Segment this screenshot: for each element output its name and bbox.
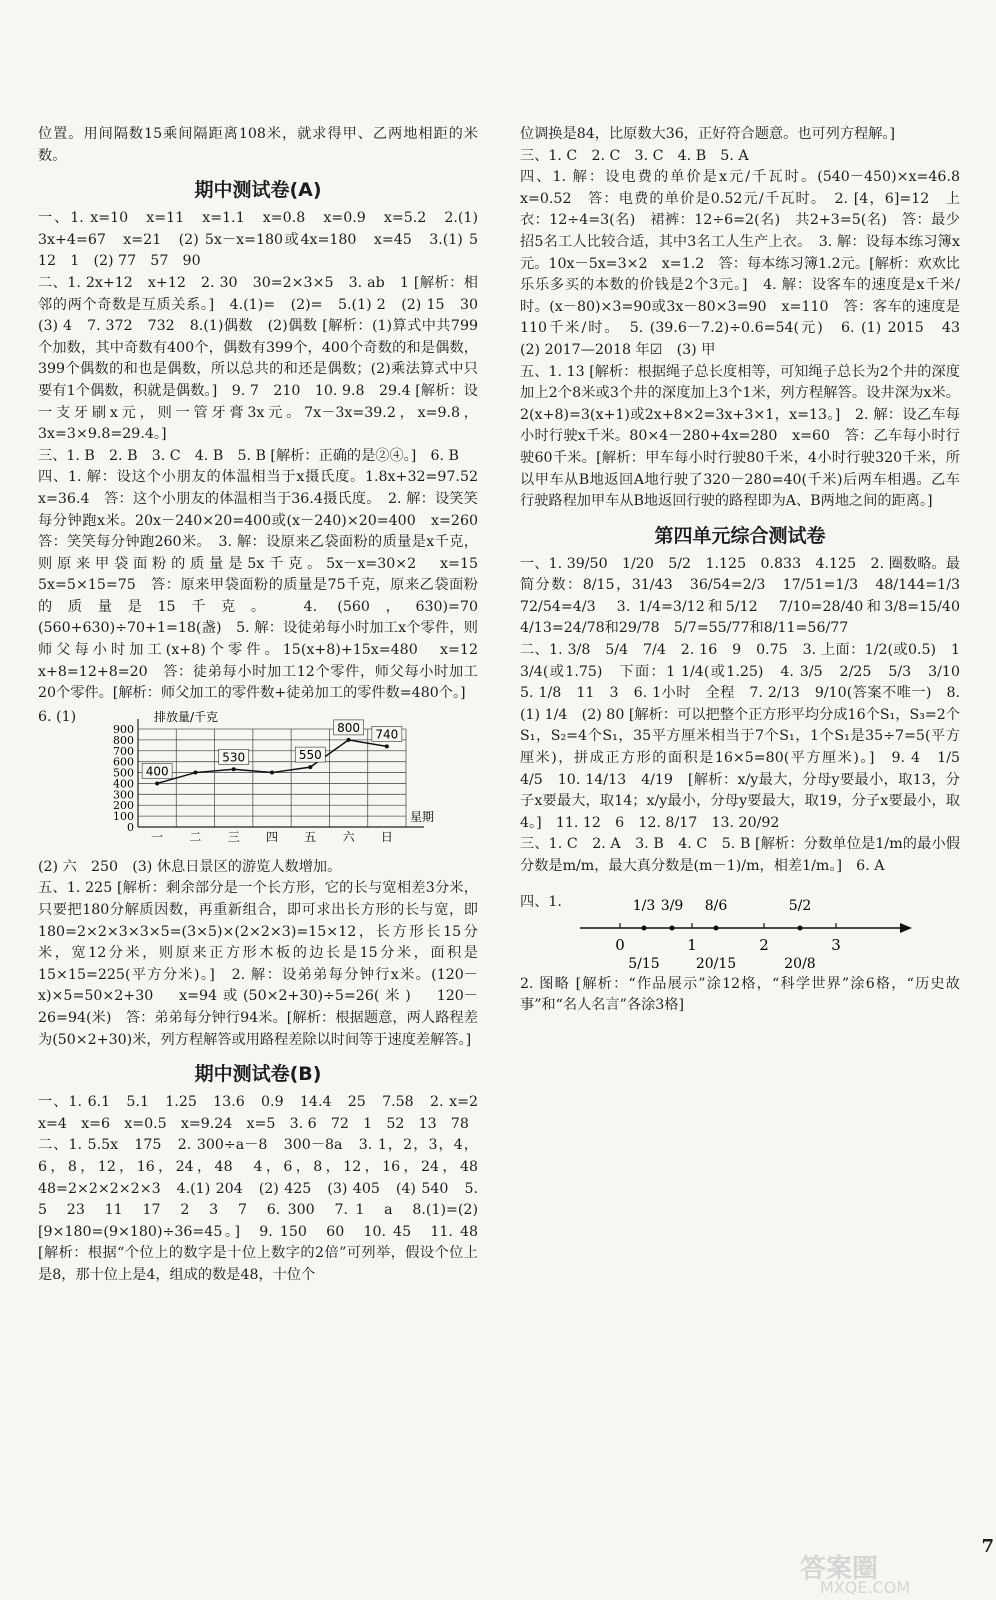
fraction-label-top: 1/3	[632, 897, 656, 914]
y-axis-label: 排放量/千克	[154, 709, 219, 724]
right-part3: 三、1. C 2. C 3. C 4. B 5. A	[520, 147, 749, 164]
y-tick-label: 400	[113, 777, 134, 791]
data-label: 800	[337, 720, 361, 735]
number-line-tick-label: 1	[687, 935, 697, 954]
number-line-point	[714, 925, 719, 930]
right-column	[520, 0, 975, 1017]
section-4-part4-label: 四、1.	[520, 893, 562, 910]
line-chart-block	[38, 707, 478, 857]
number-line-arrow	[900, 923, 912, 933]
x-tick-label: 二	[189, 829, 202, 844]
y-tick-label: 800	[113, 733, 134, 747]
section-4-part1: 一、1. 39/50 1/20 5/2 1.125 0.833 4.125 2. 圈数略。最简分数：8/15，31/43 36/54=2/3 17/51=1/3 48/144=1/3 72/54=4/3 3. 1/4=3/12和5/12 7/10=28/40和3/8=15/40 4/13=24/78和29/78 5/7=55/77和8/11=56/77	[520, 555, 975, 637]
fraction-label-top: 5/2	[788, 897, 812, 914]
q6-label: 6. (1)	[38, 708, 77, 725]
x-tick-label: 六	[342, 829, 355, 844]
number-line-tick-label: 2	[759, 935, 769, 954]
y-tick-label: 200	[113, 799, 134, 813]
emission-line-chart	[38, 707, 478, 857]
y-tick-label: 700	[113, 744, 134, 758]
data-point	[347, 738, 351, 742]
x-axis-label: 星期	[410, 809, 435, 824]
data-point	[385, 744, 389, 748]
fraction-label-bottom: 5/15	[628, 955, 660, 972]
fraction-label-top: 3/9	[660, 897, 684, 914]
data-point	[270, 770, 274, 774]
data-point	[232, 767, 236, 771]
section-4-part4-q2: 2. 图略 [解析：“作品展示”涂12格，“科学世界”涂6格，“历史故事”和“名人名言”各涂3格]	[520, 975, 960, 1014]
fraction-label-bottom: 20/8	[784, 955, 816, 972]
x-tick-label: 三	[227, 829, 240, 844]
number-line-point	[642, 925, 647, 930]
data-label: 530	[222, 750, 246, 765]
data-point	[193, 770, 197, 774]
right-part4: 四、1. 解：设电费的单价是x元/千瓦时。(540－450)×x=46.8 x=0.52 答：电费的单价是0.52元/千瓦时。 2. [4，6]=12 上衣：12÷4=3(名) 裙裤：12÷6=2(名) 共2+3=5(名) 答：最少招5名工人比较合适，其中3名工人生产上衣。 3. 解：设每本练习簿x元。10x－5x=3×2 x=1.2 答：每本练习簿1.2元。[解析：欢欢比乐乐多买的本数的价钱是2个3元。] 4. 解：设客车的速度是x千米/时。(x－80)×3=90或3x－80×3=90 x=110 答：客车的速度是110千米/时。 5. (39.6－7.2)÷0.6=54(元) 6. (1) 2015 43 (2) 2017—2018 年☑ (3) 甲	[520, 169, 975, 358]
x-tick-label: 四	[265, 829, 279, 844]
x-tick-label: 一	[151, 829, 164, 844]
fraction-label-top: 8/6	[704, 897, 728, 914]
number-line-point	[670, 925, 675, 930]
after-chart-text: (2) 六 250 (3) 休息日景区的游览人数增加。	[38, 858, 342, 875]
watermark-logo: 答案圈	[800, 1554, 879, 1584]
section-a-part2: 二、1. 2x+12 x+12 2. 30 30=2×3×5 3. ab 1 [解析：相邻的两个奇数是互质关系。] 4.(1)= (2)= 5.(1) 2 (2) 15 30 (3) 4 7. 372 732 8.(1)偶数 (2)偶数 [解析：(1)算式中共799个加数，其中奇数有400个，偶数有399个，400个奇数的和是偶数，399个偶数的和也是偶数，所以总共的和还是偶数；(2)乘法算式中只要有1个偶数，积就是偶数。] 9. 7 210 10. 9.8 29.4 [解析：设一支牙刷x元，则一管牙膏3x元。7x－3x=39.2，x=9.8，3x=3×9.8=29.4。]	[38, 274, 493, 443]
x-tick-label: 五	[304, 829, 317, 844]
y-tick-label: 900	[113, 722, 134, 736]
watermark-url: MXQE.COM	[820, 1578, 911, 1597]
right-part5: 五、1. 13 [解析：根据绳子总长度相等，可知绳子总长为2个井的深度加上2个8米或3个井的深度加上3个1米，列方程解答。设井深为x米。2(x+8)=3(x+1)或2x+8×2=3x+3×1，x=13。] 2. 解：设乙车每小时行驶x千米。80×4－280+4x=280 x=60 答：乙车每小时行驶60千米。[解析：甲车每小时行驶80千米，4小时行驶320千米，所以甲车从B地返回A地行驶了320－280=40(千米)后两车相遇。乙车行驶路程加甲车从B地返回行驶的路程即为A、B两地之间的距离。]	[520, 363, 960, 510]
left-column	[38, 0, 493, 1287]
number-line-block	[520, 878, 960, 974]
intro-text: 位置。用间隔数15乘间隔距离108米，就求得甲、乙两地相距的米数。	[38, 126, 478, 164]
number-line-point	[798, 925, 803, 930]
number-line	[520, 878, 960, 974]
data-label: 550	[298, 747, 322, 762]
data-point	[155, 781, 159, 785]
right-intro: 位调换是84，比原数大36，正好符合题意。也可列方程解。]	[520, 126, 896, 142]
data-label: 740	[375, 727, 399, 742]
section-4-part2: 二、1. 3/8 5/4 7/4 2. 16 9 0.75 3. 上面：1/2(或0.5) 1 3/4(或1.75) 下面：1 1/4(或1.25) 4. 3/5 2/25 5/3 3/10 5. 1/8 11 3 6. 1小时 全程 7. 2/13 9/10(答案不唯一) 8.(1) 1/4 (2) 80 [解析：可以把整个正方形平均分成16个S₁，S₃=2个S₁，S₂=4个S₁，35平方厘米相当于7个S₁，1个S₁是35÷7=5(平方厘米)，拼成正方形的面积是16×5=80(平方厘米)。] 9. 4 1/5 4/5 10. 14/13 4/19 [解析：x/y最大，分母y要最小，取13，分子x要最大，取14；x/y最小，分母y要最大，取19，分子x要最小，取4。] 11. 12 6 12. 8/17 13. 20/92	[520, 642, 975, 831]
section-a-part4: 四、1. 解：设这个小朋友的体温相当于x摄氏度。1.8x+32=97.52 x=36.4 答：这个小朋友的体温相当于36.4摄氏度。 2. 解：设笑笑每分钟跑x米。20x－240×20=400或(x－240)×20=400 x=260 答：笑笑每分钟跑260米。 3. 解：设原来乙袋面粉的质量是x千克，则原来甲袋面粉的质量是5x千克。5x－x=30×2 x=15 5x=5×15=75 答：原来甲袋面粉的质量是75千克，原来乙袋面粉的质量是15千克。 4. (560，630)=70 (560+630)÷70+1=18(盏) 5. 解：设徒弟每小时加工x个零件，则师父每小时加工(x+8)个零件。15(x+8)+15x=480 x=12 x+8=12+8=20 答：徒弟每小时加工12个零件，师父每小时加工20个零件。[解析：师父加工的零件数+徒弟加工的零件数=480个。]	[38, 469, 493, 702]
section-a-part3: 三、1. B 2. B 3. C 4. B 5. B [解析：正确的是②④。] 6. B	[38, 447, 459, 464]
number-line-tick-label: 3	[831, 935, 841, 954]
section-b-part1: 一、1. 6.1 5.1 1.25 13.6 0.9 14.4 25 7.58 2. x=2 x=4 x=6 x=0.5 x=9.24 x=5 3. 6 72 1 52 13 78	[38, 1094, 493, 1132]
y-tick-label: 500	[113, 766, 134, 780]
section-a-title: 期中测试卷(A)	[194, 179, 322, 202]
section-4-title: 第四单元综合测试卷	[654, 524, 826, 547]
section-b-title: 期中测试卷(B)	[194, 1063, 322, 1086]
section-a-part5: 五、1. 225 [解析：剩余部分是一个长方形，它的长与宽相差3分米，只要把180分解质因数，再重新组合，即可求出长方形的长与宽，即180=2×2×3×3×5=(3×5)×(2×2×3)=15×12，长方形长15分米，宽12分米，则原来正方形木板的边长是15分米，面积是15×15=225(平方分米)。] 2. 解：设弟弟每分钟行x米。(120－x)×5=50×2+30 x=94或(50×2+30)÷5=26(米) 120－26=94(米) 答：弟弟每分钟行94米。[解析：根据题意，两人路程差为(50×2+30)米，列方程解答或用路程差除以时间等于速度差解答。]	[38, 880, 478, 1048]
section-b-part2: 二、1. 5.5x 175 2. 300÷a－8 300－8a 3. 1，2，3，4，6，8，12，16，24，48 4，6，8，12，16，24，48 48=2×2×2×2×3 4.(1) 204 (2) 425 (3) 405 (4) 540 5. 5 23 11 17 2 3 7 6. 300 7. 1 a 8.(1)=(2)[9×180=(9×180)÷36=45。] 9. 150 60 10. 45 11. 48 [解析：根据“个位上的数字是十位上数字的2倍”可列举，假设个位上是8，那十位上是4，组成的数是48，十位个	[38, 1137, 493, 1283]
section-a-part1: 一、1. x=10 x=11 x=1.1 x=0.8 x=0.9 x=5.2 2.(1) 3x+4=67 x=21 (2) 5x－x=180或4x=180 x=45 3.(1) 5 12 1 (2) 77 57 90	[38, 210, 493, 270]
section-4-part3: 三、1. C 2. A 3. B 4. C 5. B [解析：分数单位是1/m的最小假分数是m/m，最大真分数是(m－1)/m，相差1/m。] 6. A	[520, 836, 960, 874]
number-line-tick-label: 0	[615, 935, 625, 954]
y-tick-label: 0	[127, 820, 134, 834]
data-label: 400	[145, 764, 169, 779]
y-tick-label: 300	[113, 788, 134, 802]
fraction-label-bottom: 20/15	[695, 955, 737, 972]
x-tick-label: 日	[380, 829, 393, 844]
y-tick-label: 600	[113, 755, 134, 769]
data-point	[308, 765, 312, 769]
page-number: 7	[981, 1536, 994, 1557]
y-tick-label: 100	[113, 809, 134, 823]
